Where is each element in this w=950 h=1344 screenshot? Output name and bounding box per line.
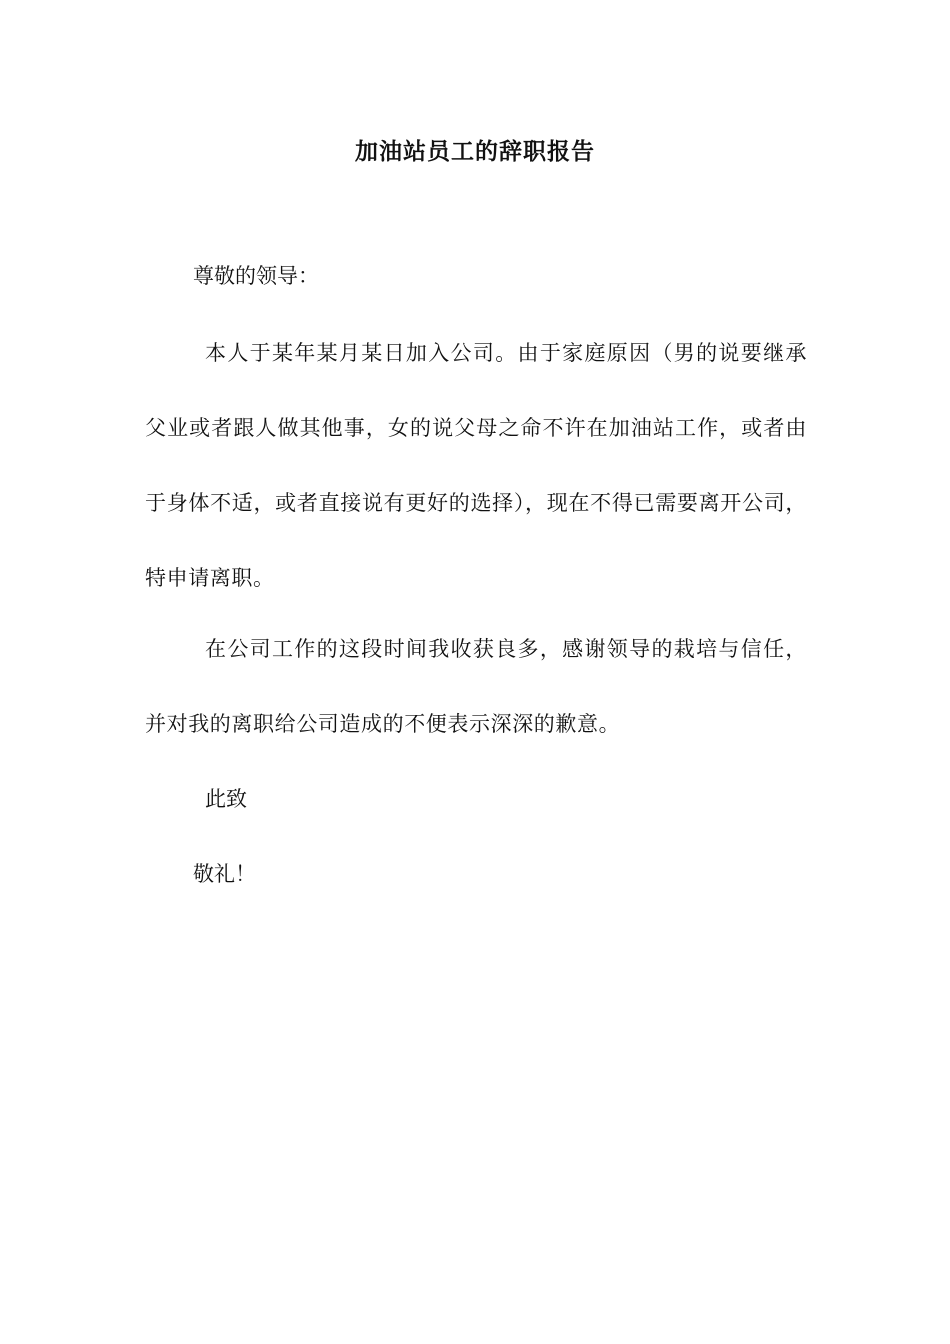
document-title: 加油站员工的辞职报告 (355, 138, 595, 165)
salutation: 尊敬的领导： (193, 264, 319, 288)
body-paragraph-2: 在公司工作的这段时间我收获良多，感谢领导的栽培与信任，并对我的离职给公司造成的不便表示深深的歉意。 (145, 637, 807, 736)
body-paragraph-1: 本人于某年某月某日加入公司。由于家庭原因（男的说要继承父业或者跟人做其他事，女的说父母之命不许在加油站工作，或者由于身体不适，或者直接说有更好的选择），现在不得已需要离开公司，特申请离职。 (145, 341, 807, 590)
regards-phrase: 敬礼！ (193, 862, 256, 886)
closing-phrase: 此致 (205, 787, 247, 811)
